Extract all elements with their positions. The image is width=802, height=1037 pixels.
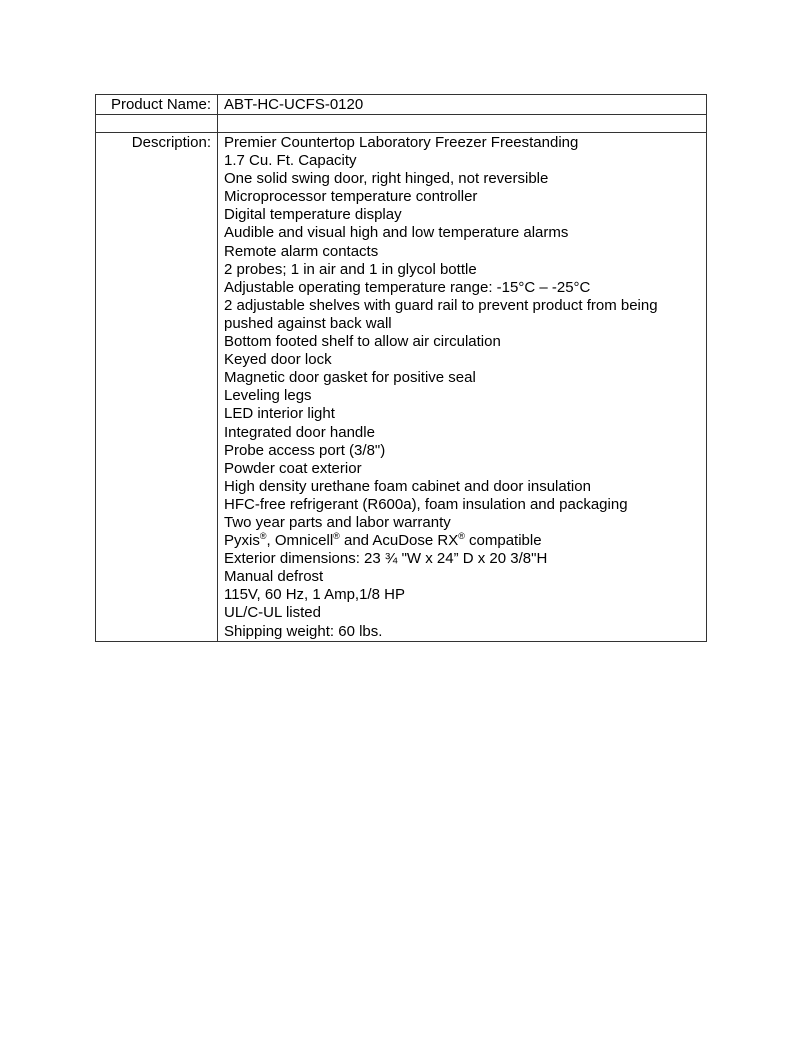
description-item: HFC-free refrigerant (R600a), foam insulation and packaging [224,495,628,513]
registered-mark: ® [333,531,340,542]
description-label-text: Description: [131,134,211,151]
product-name-value: ABT-HC-UCFS-0120 [218,95,707,115]
description-item: Remote alarm contacts [224,242,379,260]
description-item: Shipping weight: 60 lbs. [224,622,383,640]
empty-cell [96,115,218,133]
description-item: UL/C-UL listed [224,604,321,622]
description-item: Two year parts and labor warranty [224,513,451,531]
description-row [96,133,707,642]
description-list [218,133,707,642]
product-name-row [96,95,707,115]
description-item: Manual defrost [224,568,324,586]
description-item: LED interior light [224,405,335,423]
registered-mark: ® [458,531,465,542]
description-item: One solid swing door, right hinged, not reversible [224,170,549,188]
description-text: compatible [464,532,542,550]
registered-mark: ® [259,531,267,542]
description-item: Bottom footed shelf to allow air circulation [224,333,501,351]
description-item: Keyed door lock [224,351,332,369]
description-text: , Omnicell [266,532,334,550]
description-item: 115V, 60 Hz, 1 Amp,1/8 HP [224,586,405,604]
description-label [96,133,218,642]
description-item: Microprocessor temperature controller [224,188,478,206]
description-item: 1.7 Cu. Ft. Capacity [224,152,357,170]
description-item: Premier Countertop Laboratory Freezer Freestanding [224,134,579,151]
description-item: High density urethane foam cabinet and door insulation [224,477,591,495]
description-text: Pyxis [224,532,260,550]
description-item: Integrated door handle [224,423,375,441]
description-item: Exterior dimensions: 23 ¾ "W x 24” D x 20 3/8"H [224,550,548,568]
description-item: Leveling legs [224,387,312,405]
description-text: and AcuDose RX [339,532,459,550]
empty-row [96,115,707,133]
product-spec-table [95,94,707,642]
description-item: 2 adjustable shelves with guard rail to prevent product from being pushed against back wall [224,296,658,332]
description-item: Probe access port (3/8") [224,441,386,459]
description-item: 2 probes; 1 in air and 1 in glycol bottle [224,260,477,278]
description-item [224,532,700,550]
description-item: Adjustable operating temperature range: -15°C – -25°C [224,278,591,296]
description-item: Powder coat exterior [224,459,362,477]
description-item: Magnetic door gasket for positive seal [224,369,476,387]
description-item: Audible and visual high and low temperature alarms [224,224,569,242]
empty-cell [218,115,707,133]
description-item: Digital temperature display [224,206,402,224]
product-name-label: Product Name: [96,95,218,115]
